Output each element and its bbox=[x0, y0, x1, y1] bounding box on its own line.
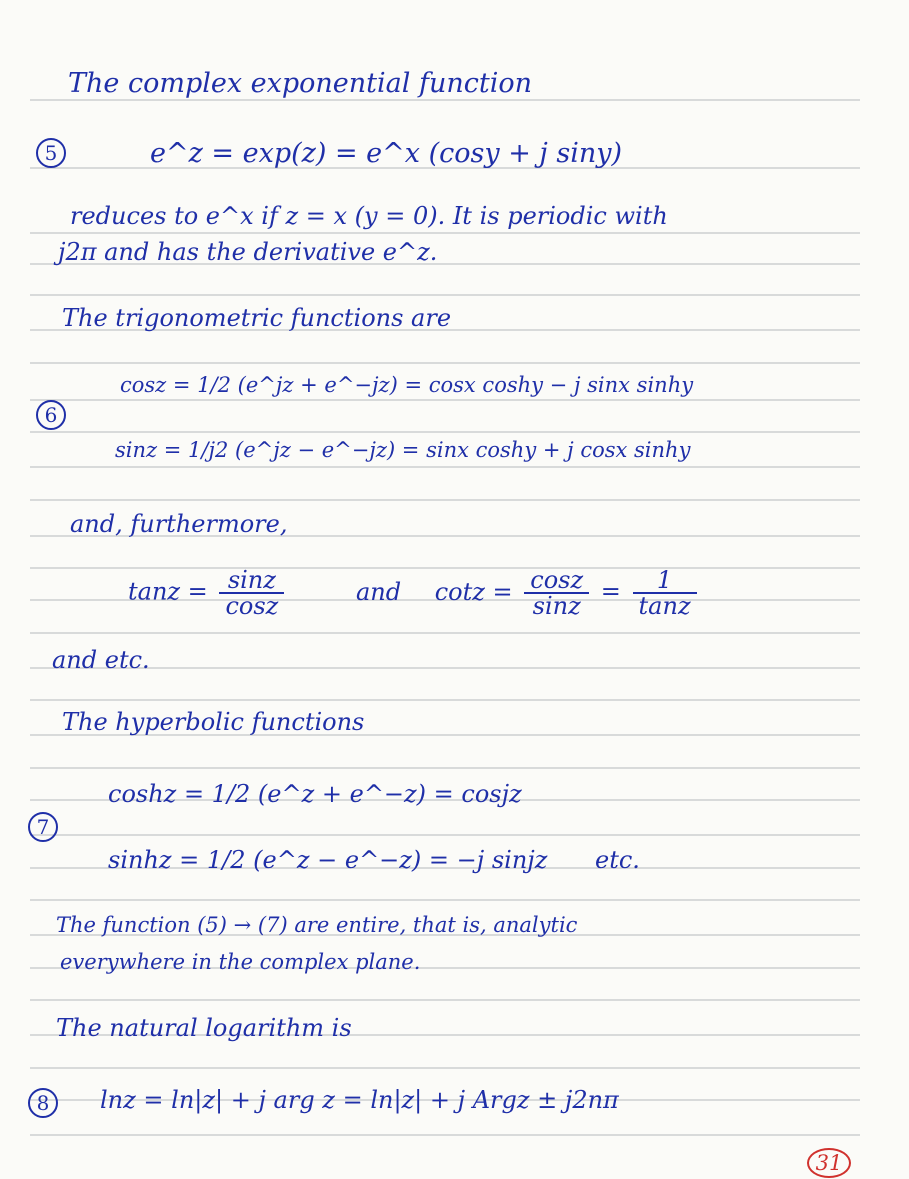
equals-sign: = bbox=[600, 577, 621, 606]
equation-6-sin: sinz = 1/j2 (e^jz − e^−jz) = sinx coshy + j cosx sinhy bbox=[115, 438, 691, 462]
tan-lhs: tanz = bbox=[128, 577, 208, 606]
tan-fraction bbox=[219, 568, 284, 618]
equation-marker-7: 7 bbox=[28, 812, 58, 842]
tan-denominator: cosz bbox=[225, 592, 279, 620]
cot-denominator: sinz bbox=[532, 592, 581, 620]
equation-5: e^z = exp(z) = e^x (cosy + j siny) bbox=[150, 138, 623, 169]
tan-cot-row bbox=[128, 568, 701, 618]
tanz-denominator: tanz bbox=[638, 592, 691, 620]
and-etc-text: and etc. bbox=[52, 646, 150, 674]
paragraph-line-2: j2π and has the derivative e^z. bbox=[58, 238, 438, 266]
equation-8: lnz = ln|z| + j arg z = ln|z| + j Argz ± j2nπ bbox=[100, 1086, 619, 1114]
cot-lhs: cotz = bbox=[434, 577, 513, 606]
entire-line-1: The function (5) → (7) are entire, that is, analytic bbox=[56, 913, 578, 937]
equation-marker-6: 6 bbox=[36, 400, 66, 430]
equation-6-cos: cosz = 1/2 (e^jz + e^−jz) = cosx coshy − j sinx sinhy bbox=[120, 373, 694, 397]
cot-fraction bbox=[524, 568, 589, 618]
reciprocal-fraction bbox=[633, 568, 697, 618]
tan-numerator: sinz bbox=[219, 568, 284, 594]
cot-numerator: cosz bbox=[524, 568, 589, 594]
page-number: 31 bbox=[807, 1148, 851, 1178]
section-title-logarithm: The natural logarithm is bbox=[56, 1014, 352, 1042]
equation-7-cosh: coshz = 1/2 (e^z + e^−z) = cosjz bbox=[108, 780, 522, 808]
and-word: and bbox=[355, 577, 402, 606]
etc-suffix: etc. bbox=[595, 846, 640, 874]
equation-marker-5: 5 bbox=[36, 138, 66, 168]
section-title-exponential: The complex exponential function bbox=[68, 68, 532, 99]
entire-line-2: everywhere in the complex plane. bbox=[60, 950, 421, 974]
furthermore-text: and, furthermore, bbox=[70, 510, 288, 538]
paragraph-line-1: reduces to e^x if z = x (y = 0). It is periodic with bbox=[70, 202, 668, 230]
equation-marker-8: 8 bbox=[28, 1088, 58, 1118]
section-title-hyperbolic: The hyperbolic functions bbox=[62, 708, 365, 736]
sinh-expression: sinhz = 1/2 (e^z − e^−z) = −j sinjz bbox=[108, 846, 548, 874]
equation-7-sinh bbox=[108, 848, 640, 872]
one: 1 bbox=[633, 568, 697, 594]
section-title-trig: The trigonometric functions are bbox=[62, 304, 452, 332]
